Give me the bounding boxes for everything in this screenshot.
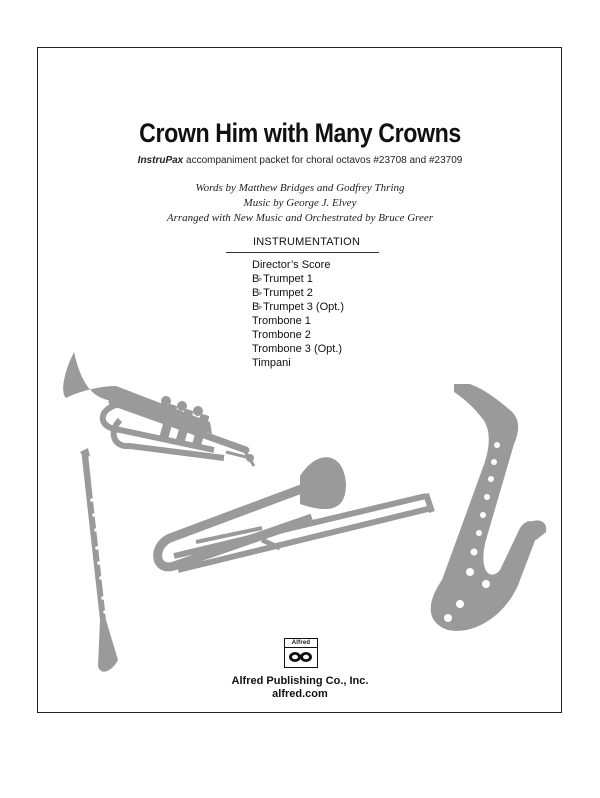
credit-arranged: Arranged with New Music and Orchestrated by Bruce Greer bbox=[166, 212, 434, 224]
key-prefix: B bbox=[252, 301, 260, 313]
instrument-name: Trumpet 3 (Opt.) bbox=[263, 301, 345, 313]
logo-wordmark: Alfred bbox=[285, 639, 317, 648]
flat-symbol: ♭ bbox=[258, 274, 263, 283]
logo-mark-icon bbox=[287, 649, 314, 665]
credit-words: Words by Matthew Bridges and Godfrey Thring bbox=[195, 182, 405, 194]
subtitle-text: accompaniment packet for choral octavos #23708 and #23709 bbox=[183, 155, 463, 166]
key-prefix: B bbox=[252, 287, 260, 299]
instrument-name: Trombone 1 bbox=[252, 315, 311, 327]
instrument-name: Timpani bbox=[252, 357, 291, 369]
saxophone-icon bbox=[431, 384, 546, 631]
credit-music: Music by George J. Elvey bbox=[243, 197, 357, 209]
flat-symbol: ♭ bbox=[258, 302, 263, 311]
publisher-logo bbox=[284, 638, 318, 668]
instrument-name: Trumpet 1 bbox=[263, 273, 313, 285]
instrumentation-heading: INSTRUMENTATION bbox=[253, 236, 361, 248]
trombone-icon bbox=[158, 457, 432, 570]
flat-symbol: ♭ bbox=[258, 288, 263, 297]
instrument-name: Trumpet 2 bbox=[263, 287, 313, 299]
page-title: Crown Him with Many Crowns bbox=[139, 118, 461, 148]
trumpet-icon bbox=[63, 352, 254, 466]
publisher-url: alfred.com bbox=[272, 688, 328, 700]
publisher-name: Alfred Publishing Co., Inc. bbox=[231, 675, 369, 687]
publisher-info bbox=[0, 675, 600, 701]
key-prefix: B bbox=[252, 273, 260, 285]
clarinet-icon bbox=[80, 448, 118, 672]
instrument-name: Trombone 2 bbox=[252, 329, 311, 341]
instrument-name: Trombone 3 (Opt.) bbox=[252, 343, 343, 355]
product-brand: InstruPax bbox=[137, 155, 184, 166]
instrument-name: Director’s Score bbox=[252, 259, 331, 271]
